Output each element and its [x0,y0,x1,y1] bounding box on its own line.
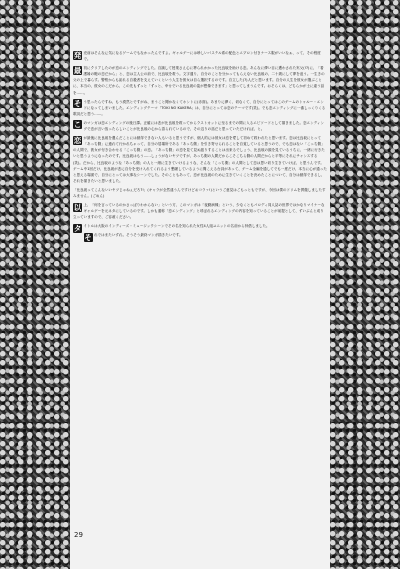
drop-cap: 最 [73,65,82,75]
paragraph-text: 売前はそんなに気になるゲームでもなかったんですよ。ギャルゲーには珍しいパステル系の配色とエプロン付きナース服がいいなぁ、って、その程度で。 [83,51,321,62]
drop-cap: 発 [73,50,82,60]
left-decorative-border [0,0,70,569]
paragraph-4 [73,120,327,132]
drop-cap: 恋 [73,135,82,145]
drop-cap: タ [73,223,82,233]
paragraph-text: 初にクリアしたのが恋のエンディングでした。自滅して授業さえ心に葬られかかった比良坂を助ける恋。あんなに儚い目に遭わされた実父(!?)に、「看護婦の鞄の恋だから」と、恋は主人公の前で、比良坂を救う。文字通り、自分のことを分かってもらえない比良坂の、二十歳にして夢を追う。一生きの父の上で暮らす。警察からも訪れる自殺者を支えていくという人生を彼女は自ら選択するのです。自立した(?)人だと思います。自分の人生を彼女が選ぶことに、本当の、彼女のこだから、この先もずっと「ずっと、幸せでいる比良坂の姿が想像できます」と思ってしまうんです。おそらくは、どちらかが士に違う話を……。 [73,66,325,95]
paragraph-2 [73,65,327,95]
paragraph-text: 上、「何を言っているのかさっぱりわからない」という方、このマンガは「夜勤病棟」という、少なくともパロディ同人誌の世界ではかなりマイナーなギャルゲーを元ネタにしているのです。しかも通称「恋エンディング」と呼ばれるエンディングの内容を知っていることが前提として、ずいぶんと成り立っていますので、ご容赦ください。 [73,203,325,220]
right-decorative-border [330,0,400,569]
paragraph-5 [73,135,327,184]
paragraph-text: 「比良坂ってこんないいヤツじゃねぇだろ?!」(キャラが全然違うんですけどおコラァ!)というご意見はごもっともですが、今回は僕のドリムを貫徹しましたすみません。(ごめん) [73,187,326,198]
drop-cap: こ [73,120,82,130]
paragraph-text: のマンガは恋エンディングの後日譚。正確には恋が比良坂を救ってからラストカットに至るまでの間に入るエピソードとして描きました。恋エンディングで恋が言い放ったらしいことが比良坂の心から語られているので、その辺りの話だと思っていただければ、と。 [83,120,325,132]
paragraph-3 [73,99,327,117]
paragraph-9 [73,232,327,242]
drop-cap: そ [73,99,82,109]
paragraph-text: が最後に比良坂を選んだことには納得できない人もいると思うですが、個人的には彼女は恋を愛して初めて救われたと思います。恋は比良坂にとって「あっち側」に連れて行かれちゃって、自分の居場所である「あっち側」を引き寄せられることを自覚していると思うので、でも恋はない「こっち側」の人間で、彼女が付き合わせる「こっち側」の恋。「あっち側」の恋を見て見ぬ振りすることは出来るでしょう、比良坂の顔を見ているうちに、一緒に行きたいと思うようになったのです。比良坂はもう……しょうがないヤツですが、あっち側の人間だからこそこちら側の人間だからと平等にそれにチャンスする(笑)。だから、比良坂のような「あっち側」の人と一緒に生きていけるような、そんな「こっち側」の人間として恋は思い切り生きていけば、と思うんです。ゲーム中1回だけ、比良坂が恋に自分を受け入れてくれるよう懇願しているように聞こえる台詞があって、ゲーム全編を通してでも一度だけ、本当に心が通ったと思える場面で、自分にとっては大事なシーンでした。そのこともあって、恋が比良坂のために生きていくことを決めたことについて、自分は納得できるし、それを描きたいと思いました。 [73,136,327,183]
paragraph-text: イトルは大阪のインディーズ・ミュージックシーンでその名を知られた女性4人組ユニットの名前から拝借しました。 [83,224,270,229]
drop-cap: そ [84,232,92,242]
paragraph-text: れではまたいずれ。そうそう最終マンガ描きたいです。 [94,233,183,238]
paragraph-quote [73,187,327,199]
paragraph-text: う思ったらですね、もう漠然とですがね、まうこと聞かなくてホントに(赤面)。あまりに儚く、切なくて、自分にとってはこのゲームのトゥルー・エンドになってしまいました。エンディングテーマ「TOKI NO KAKERA」は、自分にとっては恋のテーマです(笑)。でも恋エンディングに一番しっくりくる歌詞だと思う……。 [73,99,326,116]
paragraph-1 [73,50,327,62]
paragraph-7 [73,202,327,220]
drop-cap: 以 [73,202,82,212]
page-number: 29 [74,531,83,539]
paragraph-8 [73,223,327,233]
afterword-text [73,50,327,242]
